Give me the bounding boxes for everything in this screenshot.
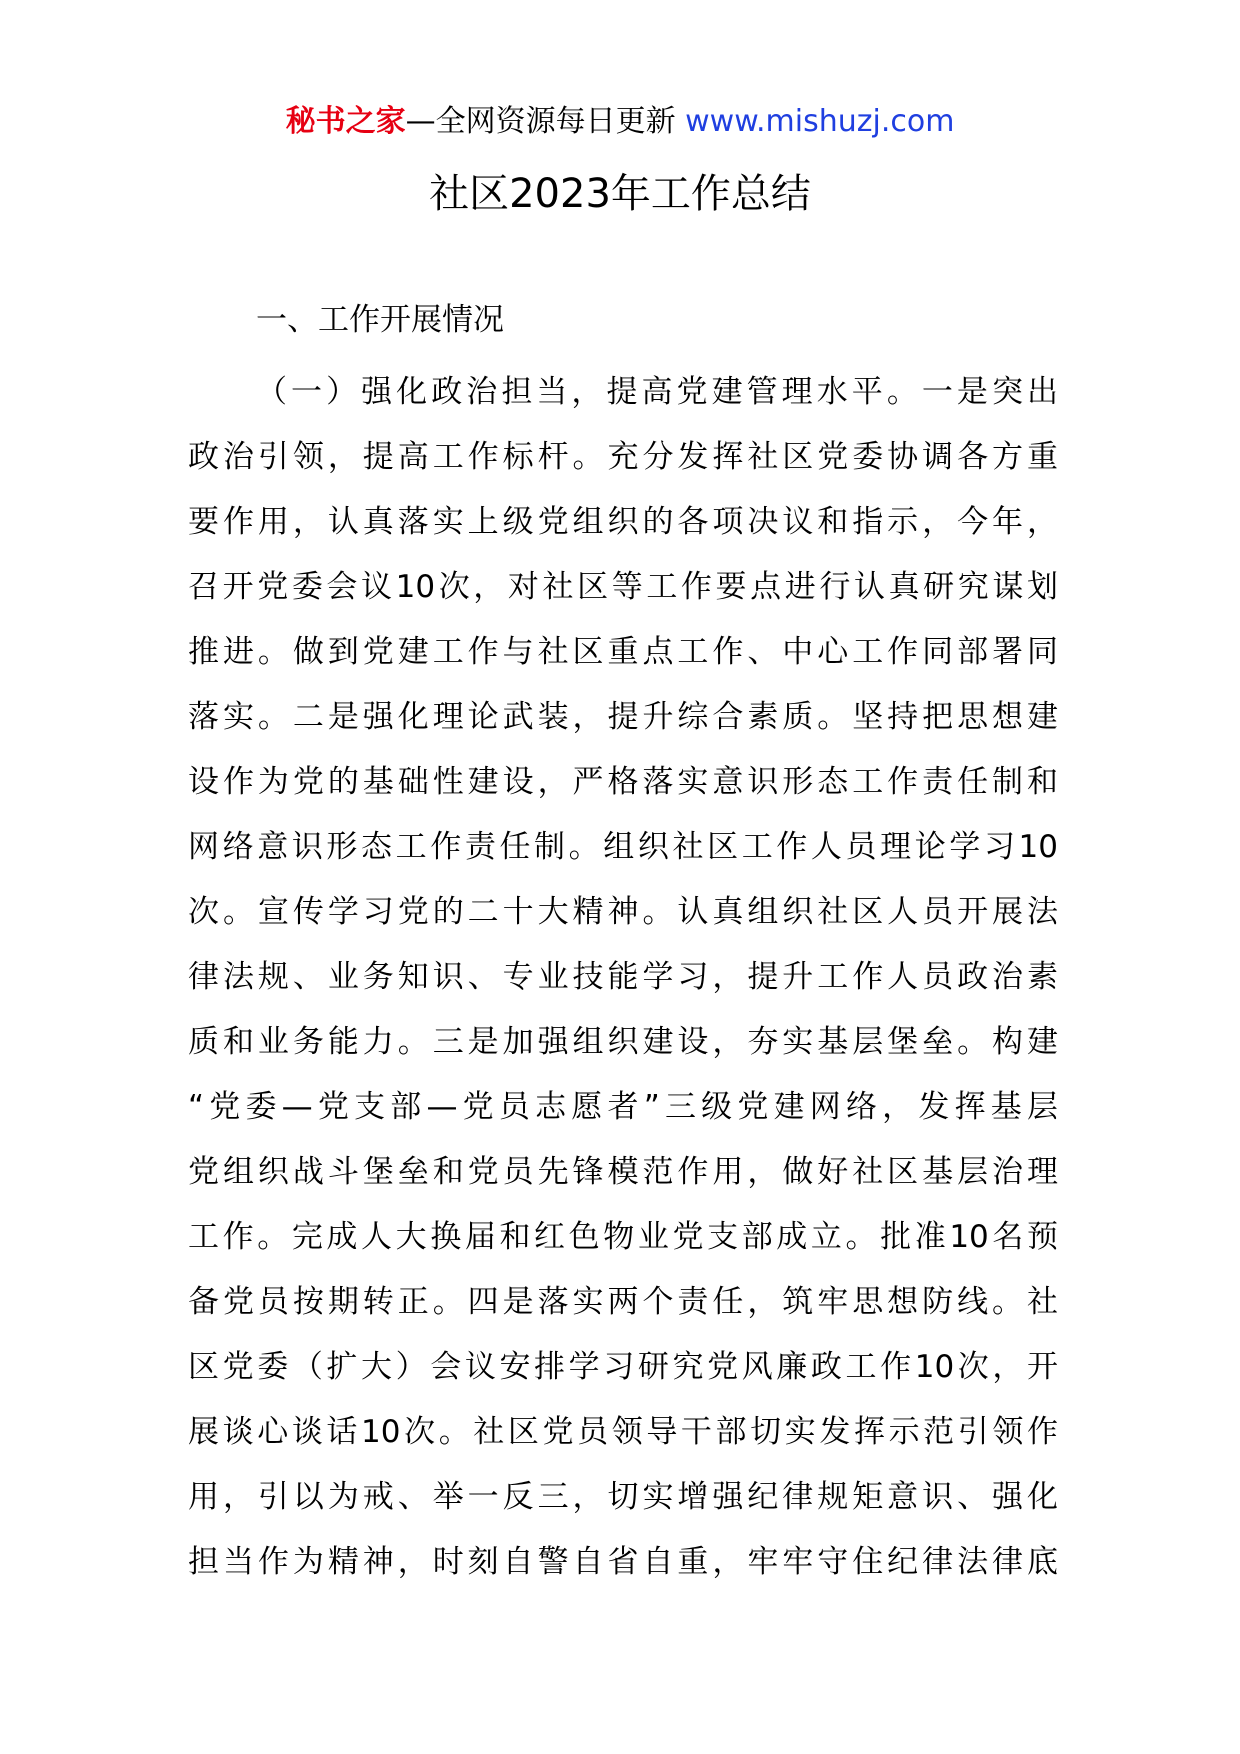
body-line: 律法规、业务知识、专业技能学习，提升工作人员政治素 bbox=[188, 959, 1058, 995]
body-line: 质和业务能力。三是加强组织建设，夯实基层堡垒。构建 bbox=[188, 1024, 1058, 1060]
body-line: 网络意识形态工作责任制。组织社区工作人员理论学习10 bbox=[188, 829, 1058, 865]
body-line: 要作用，认真落实上级党组织的各项决议和指示，今年， bbox=[188, 504, 1058, 540]
body-line: 担当作为精神，时刻自警自省自重，牢牢守住纪律法律底 bbox=[188, 1544, 1058, 1580]
body-line: 区党委（扩大）会议安排学习研究党风廉政工作10次，开 bbox=[188, 1349, 1058, 1385]
banner-url-link[interactable]: www.mishuzj.com bbox=[685, 104, 955, 139]
body-line: 备党员按期转正。四是落实两个责任，筑牢思想防线。社 bbox=[188, 1284, 1058, 1320]
body-line: 设作为党的基础性建设，严格落实意识形态工作责任制和 bbox=[188, 764, 1058, 800]
banner-brand: 秘书之家 bbox=[285, 104, 406, 139]
body-line: 次。宣传学习党的二十大精神。认真组织社区人员开展法 bbox=[188, 894, 1058, 930]
document-title: 社区2023年工作总结 bbox=[429, 171, 811, 217]
body-line: 用，引以为戒、举一反三，切实增强纪律规矩意识、强化 bbox=[188, 1479, 1058, 1515]
section-heading: 一、工作开展情况 bbox=[256, 302, 504, 338]
body-line: 工作。完成人大换届和红色物业党支部成立。批准10名预 bbox=[188, 1219, 1058, 1255]
document-body bbox=[188, 360, 1058, 1595]
body-line: 展谈心谈话10次。社区党员领导干部切实发挥示范引领作 bbox=[188, 1414, 1058, 1450]
body-line: （一）强化政治担当，提高党建管理水平。一是突出 bbox=[256, 374, 1058, 410]
site-banner bbox=[0, 100, 1240, 144]
body-line: 推进。做到党建工作与社区重点工作、中心工作同部署同 bbox=[188, 634, 1058, 670]
body-line: 召开党委会议10次，对社区等工作要点进行认真研究谋划 bbox=[188, 569, 1058, 605]
body-line: 党组织战斗堡垒和党员先锋模范作用，做好社区基层治理 bbox=[188, 1154, 1058, 1190]
body-line: “党委—党支部—党员志愿者”三级党建网络，发挥基层 bbox=[188, 1089, 1058, 1125]
body-line: 落实。二是强化理论武装，提升综合素质。坚持把思想建 bbox=[188, 699, 1058, 735]
body-line: 政治引领，提高工作标杆。充分发挥社区党委协调各方重 bbox=[188, 439, 1058, 475]
banner-tagline: —全网资源每日更新 bbox=[405, 104, 676, 139]
